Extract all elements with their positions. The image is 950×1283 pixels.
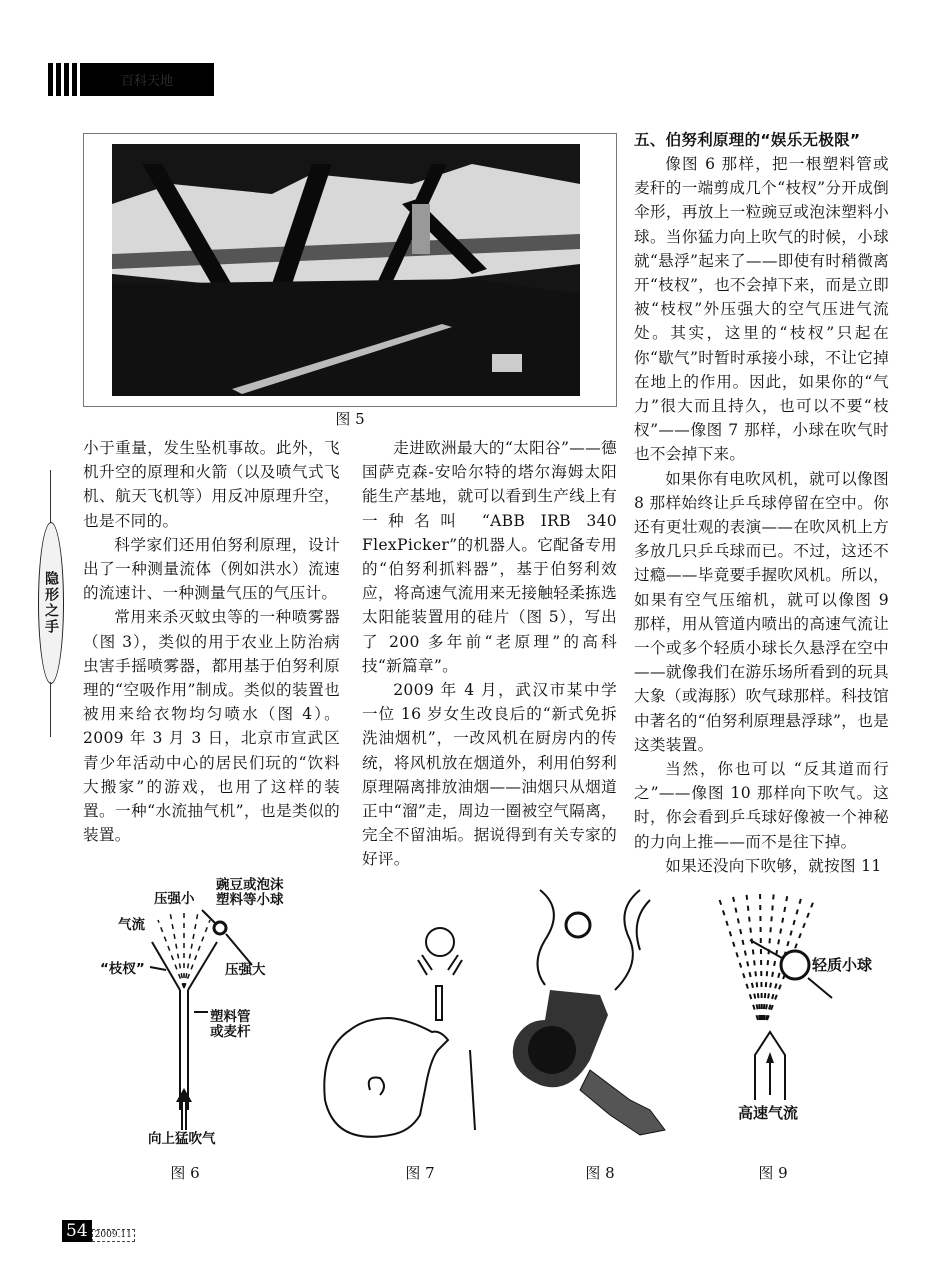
figure-7 — [310, 900, 500, 1190]
paragraph: 如果还没向下吹够，就按图 11 — [665, 856, 882, 875]
sidebar-oval — [38, 522, 64, 684]
label-airflow: 气流 — [118, 917, 145, 933]
child-blowing-straw-illustration — [310, 900, 500, 1160]
label-branches: “枝杈” — [100, 961, 145, 977]
section-heading: 五、伯努利原理的“娱乐无极限” — [634, 131, 861, 149]
divider-line — [50, 470, 51, 525]
header-bar — [72, 63, 77, 96]
sidebar-badge — [26, 470, 66, 730]
paragraph: 2009 年 4 月，武汉市某中学一位 16 岁女生改良后的“新式免拆洗油烟机”，一改风机在厨房内的传统，将风机放在烟道外，利用伯努利原理隔离排放油烟——油烟只从烟道正中“溜”走，周边一圈被空气隔离，完全不留油垢。据说得到有关专家的好评。 — [362, 681, 617, 869]
figure-6-caption: 图 6 — [170, 1164, 200, 1182]
figure-6 — [80, 870, 320, 1190]
figure-7-caption: 图 7 — [405, 1164, 435, 1182]
left-column — [83, 436, 340, 847]
section-title: 百科天地 — [80, 63, 214, 96]
paragraph: 当然，你也可以 “反其道而行之”——像图 10 那样向下吹气。这时，你会看到乒乓球好像被一个神秘的力向上推——而不是往下掉。 — [634, 760, 889, 851]
air-jet-diagram — [700, 880, 900, 1150]
figure-9-caption: 图 9 — [758, 1164, 788, 1182]
label-low-pressure: 压强小 — [154, 891, 195, 907]
figure-8 — [490, 880, 690, 1190]
label-blow: 向上猛吹气 — [148, 1131, 216, 1147]
page-number: 54 — [62, 1220, 92, 1242]
header-bar — [56, 63, 61, 96]
middle-column — [362, 436, 617, 872]
label-light-ball: 轻质小球 — [812, 956, 873, 974]
paragraph: 像图 6 那样，把一根塑料管或麦秆的一端剪成几个“枝杈”分开成倒伞形，再放上一粒豌豆或泡沫塑料小球。当你猛力向上吹气的时候，小球就“悬浮”起来了——即使有时稍微离开“枝杈”，也不会掉下来，而是立即被“枝杈”外压强大的空气压进气流处。其实，这里的“枝杈”只起在你“歇气”时暂时承接小球，不让它掉在地上的作用。因此，如果你的“气力”很大而且持久，也可以不要“枝杈”——像图 7 那样，小球在吹气时也不会掉下来。 — [634, 155, 889, 464]
paragraph: 如果你有电吹风机，就可以像图 8 那样始终让乒乓球停留在空中。你还有更壮观的表演——在吹风机上方多放几只乒乓球而已。不过，这还不过瘾——毕竟要手握吹风机。所以，如果有空气压缩机，就可以像图 9 那样，用从管道内喷出的高速气流让一个或多个轻质小球长久悬浮在空中——就像我们在游乐场所看到的玩具大象（或海豚）吹气球那样。科技馆中著名的“伯努利原理悬浮球”，也是这类装置。 — [634, 469, 889, 754]
label-high-pressure: 压强大 — [225, 962, 266, 978]
label-ball: 豌豆或泡沫 塑料等小球 — [216, 877, 284, 908]
figure-5-photo — [112, 144, 580, 396]
label-tube: 塑料管 或麦杆 — [210, 1009, 251, 1040]
hair-dryer-illustration — [490, 880, 690, 1160]
issue-date: 2009.11 — [92, 1229, 135, 1242]
paragraph: 走进欧洲最大的“太阳谷”——德国萨克森-安哈尔特的塔尔海姆太阳能生产基地，就可以看到生产线上有一种名叫 “ABB IRB 340 FlexPicker”的机器人。它配备专用的“伯努利抓料器”，基于伯努利效应，将高速气流用来无接触轻柔拣选太阳能装置用的硅片（图 5），写出了 200 多年前“老原理”的高科技“新篇章”。 — [362, 439, 617, 675]
page-footer — [62, 1220, 135, 1242]
figure-5-caption: 图 5 — [335, 410, 365, 428]
header-bar — [48, 63, 53, 96]
label-high-speed-air: 高速气流 — [738, 1104, 799, 1122]
divider-line — [50, 682, 51, 737]
figure-8-caption: 图 8 — [585, 1164, 615, 1182]
figure-5 — [83, 133, 617, 407]
paragraph: 科学家们还用伯努利原理，设计出了一种测量流体（例如洪水）流速的流速计、一种测量气压的气压计。 — [83, 535, 340, 603]
right-column — [634, 128, 889, 878]
header-bar — [64, 63, 69, 96]
paragraph: 小于重量，发生坠机事故。此外，飞机升空的原理和火箭（以及喷气式飞机、航天飞机等）用反冲原理升空，也是不同的。 — [83, 439, 340, 530]
section-header — [48, 63, 214, 96]
paragraph: 常用来杀灭蚊虫等的一种喷雾器（图 3），类似的用于农业上防治病虫害手摇喷雾器，都用基于伯努利原理的“空吸作用”制成。类似的装置也被用来给衣物均匀喷水（图 4）。2009 年 3 月 3 日，北京市宣武区青少年活动中心的居民们玩的“饮料大搬家”的游戏，也用了这样的装置。一种“水流抽气机”，也是类似的装置。 — [83, 608, 340, 845]
sidebar-badge-text: 隐形之手 — [43, 571, 59, 635]
figure-9 — [700, 880, 900, 1190]
